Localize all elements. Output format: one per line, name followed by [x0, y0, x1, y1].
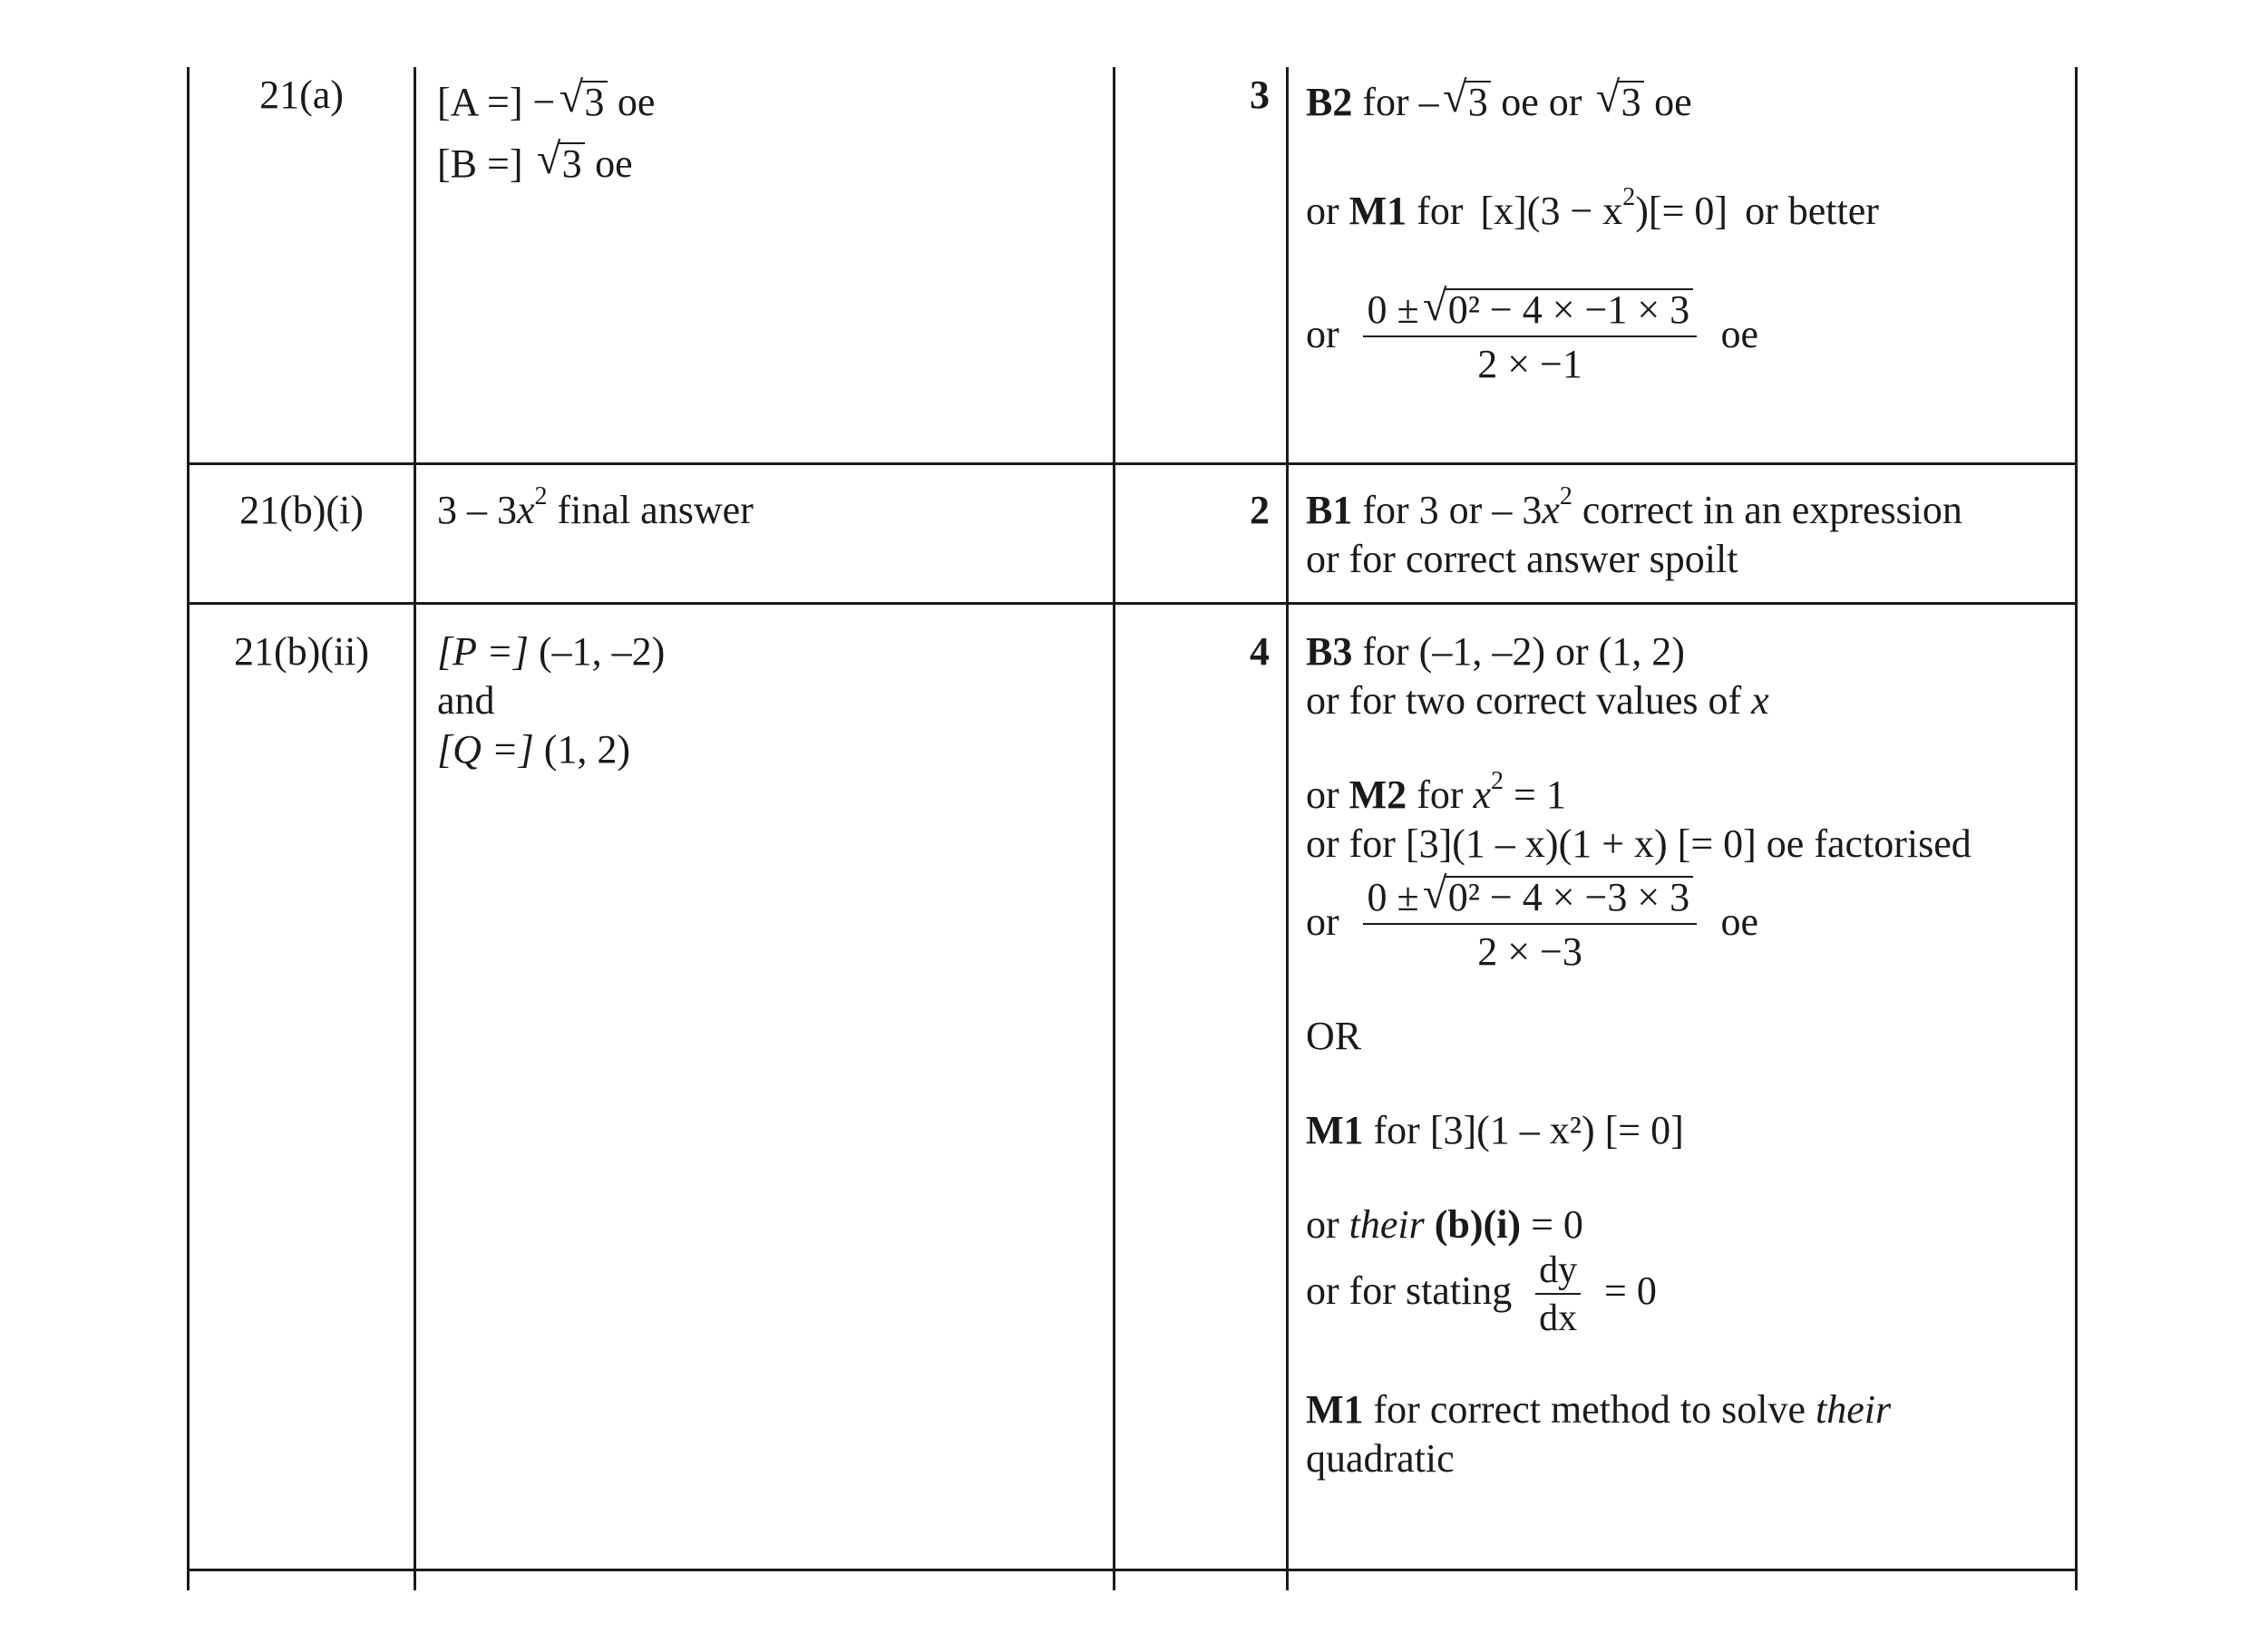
mark-code: M2 [1348, 773, 1407, 817]
guidance-line: B2 for – √ 3 oe or √ 3 oe [1306, 78, 2068, 127]
guidance-line: or M2 for $x^2 = 1$ [1306, 767, 1566, 817]
answer-line: and [437, 678, 495, 723]
answer-a-suffix: oe [617, 80, 656, 124]
sqrt-symbol: √ 3 [1443, 78, 1491, 127]
guidance-line: B1 for 3 or – $3x^2$ correct in an expression [1306, 482, 1962, 532]
mark-code: M1 [1306, 1108, 1364, 1152]
guidance-cell [1306, 627, 2068, 1483]
guidance-line: or for correct answer spoilt [1306, 537, 1738, 581]
mark-code: M1 [1348, 189, 1407, 233]
table-divider-marks [1286, 67, 1289, 1590]
guidance-cell [1306, 73, 2068, 390]
answer-cell [437, 482, 1090, 535]
sqrt-symbol: √ 3 [1596, 78, 1644, 127]
guidance-line: or 0 ± √ 0² − 4 × −1 × 3 2 × −1 oe [1306, 287, 2068, 390]
mark-code: B2 [1306, 80, 1353, 124]
answer-cell [437, 627, 1090, 774]
sqrt-symbol: √ 3 [537, 140, 585, 189]
mark-code: B3 [1306, 629, 1353, 674]
guidance-cell [1306, 482, 2068, 584]
answer-a-line [437, 73, 1090, 127]
answer-cell [437, 73, 1090, 189]
marks-value: 2 [1250, 488, 1270, 532]
table-border-right [2075, 67, 2078, 1590]
guidance-line: or 0 ± √ 0² − 4 × −3 × 3 2 × −3 oe [1306, 874, 2068, 977]
question-number: 21(a) [259, 73, 344, 117]
marks-value: 3 [1250, 73, 1270, 117]
table-divider-answer [1113, 67, 1115, 1590]
table-border-left [187, 67, 190, 1590]
guidance-line: quadratic [1306, 1436, 1455, 1481]
answer-b-line [437, 135, 1090, 189]
answer-line: [P =] (–1, –2) [437, 629, 666, 674]
row-divider-3 [187, 1569, 2078, 1571]
guidance-line: or their (b)(i) = 0 [1306, 1202, 1583, 1247]
quadratic-formula-fraction: 0 ± √ 0² − 4 × −1 × 3 2 × −1 [1363, 287, 1697, 390]
guidance-line: or M1 for $[x](3 - x^2)[= 0]$ or better [1306, 183, 1879, 233]
answer-line: $3 - 3x^2$ final answer [437, 482, 754, 532]
answer-a-sign: − [532, 80, 556, 124]
row-divider-2 [187, 602, 2078, 605]
guidance-line: OR [1306, 1014, 1362, 1058]
guidance-line: B3 for (–1, –2) or (1, 2) [1306, 629, 1685, 674]
marks-value: 4 [1250, 629, 1270, 674]
factor-expression: $[x](3 - x^2)[= 0]$ [1480, 183, 1728, 233]
row-divider-1 [187, 462, 2078, 465]
quadratic-formula-fraction: 0 ± √ 0² − 4 × −3 × 3 2 × −3 [1363, 874, 1697, 977]
guidance-line: M1 for correct method to solve their [1306, 1387, 1892, 1432]
answer-b-label: [B =] [437, 141, 523, 186]
mark-code: B1 [1306, 488, 1353, 532]
question-number: 21(b)(ii) [233, 629, 370, 674]
answer-b-suffix: oe [595, 141, 633, 186]
guidance-line: M1 for [3](1 – x²) [= 0] [1306, 1108, 1684, 1152]
table-divider-question [414, 67, 416, 1590]
derivative-fraction: $\frac{dy}{dx}$ [1535, 1249, 1581, 1340]
answer-line: [Q =] (1, 2) [437, 727, 631, 772]
guidance-line: or for stating $\frac{dy}{dx}$ = 0 [1306, 1249, 1657, 1339]
guidance-line: or for [3](1 – x)(1 + x) [= 0] oe factorised [1306, 821, 1972, 866]
guidance-line: or for two correct values of x [1306, 678, 1769, 723]
mark-code: M1 [1306, 1387, 1364, 1432]
sqrt-symbol: √ 3 [560, 78, 608, 127]
question-number: 21(b)(i) [239, 488, 364, 532]
answer-a-label: [A =] [437, 80, 523, 124]
